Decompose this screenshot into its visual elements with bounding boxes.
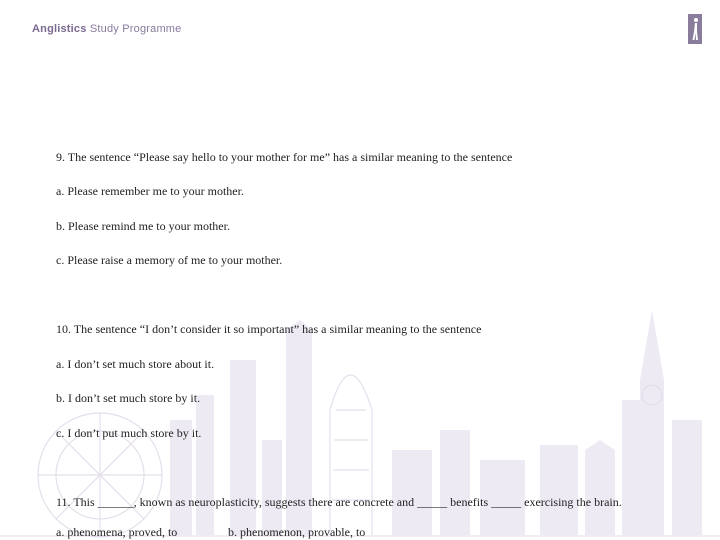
question-10-option-a: a. I don’t set much store about it. xyxy=(56,357,215,371)
question-10-option-b: b. I don’t set much store by it. xyxy=(56,391,201,405)
brand-name: Anglistics xyxy=(32,23,87,35)
question-9-option-b: b. Please remind me to your mother. xyxy=(56,219,230,233)
question-10-stem: 10. The sentence “I don’t consider it so important” has a similar meaning to the sentence xyxy=(56,322,482,336)
question-9-stem: 9. The sentence “Please say hello to your mother for me” has a similar meaning to the sentence xyxy=(56,150,513,164)
question-11-option-a: a. phenomena, proved, to xyxy=(56,525,178,539)
question-11-stem: 11. This ______, known as neuroplasticity, suggests there are concrete and _____ benefits _____ exercising the brain. xyxy=(56,495,622,509)
question-9-option-a: a. Please remember me to your mother. xyxy=(56,184,244,198)
programme-subtitle: Study Programme xyxy=(89,23,182,35)
question-10-option-c: c. I don’t put much store by it. xyxy=(56,426,202,440)
question-9-option-c: c. Please raise a memory of me to your mother. xyxy=(56,253,283,267)
header-title xyxy=(32,23,182,35)
figure-logo-icon xyxy=(688,14,702,44)
question-11-option-b: b. phenomenon, provable, to xyxy=(228,525,366,539)
